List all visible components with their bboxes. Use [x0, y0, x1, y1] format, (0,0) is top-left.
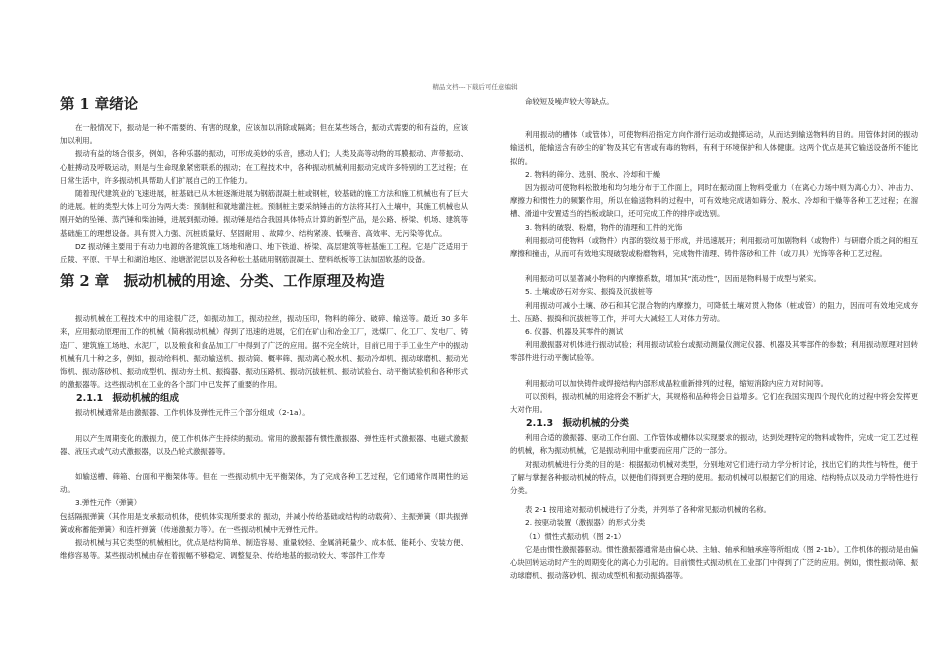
paragraph: 利用激振器对机体进行振动试验；利用振动试验台或振动测量仪测定仪器、机器及其零部件的参数；利用振动原理对回转零部件进行动平衡试验等。: [510, 340, 918, 363]
paragraph: 振动有益的场合很多，例如，各种乐器的振动，可形成美妙的乐音，感动人们；人类及高等动物的耳膜振动、声带振动、心脏搏动及呼吸运动，则是与生命现象紧密联系的振动；在工程技术中，各种振动机械利用振动完成许多特别的工艺过程；在日常生活中，许多振动机具帮助人们扩展自己的工作能力。: [60, 149, 468, 185]
numbered-heading: 5. 土壤或砂石对夯实、振捣及沉拔桩等: [525, 287, 653, 297]
paragraph: 包括隔振弹簧（其作用是支承振动机体，使机体实现所要求的 振动，并减小传给基础或结构的动载荷）、主振弹簧（即共振弹簧或称蓄能弹簧）和连杆弹簧（传递激振力等）。在一些振动机械中无弹性元件。: [60, 511, 468, 534]
numbered-heading: 6. 仪器、机器及其零件的测试: [525, 327, 624, 337]
numbered-heading: 3.弹性元件（弹簧）: [75, 498, 142, 508]
paragraph: 因为振动可使物料松散地和均匀地分布于工作面上，同时在振动面上物料受重力（在离心力场中则为离心力）、冲击力、摩擦力和惯性力的频繁作用，所以在输送物料的过程中，可有效地完成诸如筛分、脱水、冷却和干燥等各种工艺过程；在溜槽、滑道中安置适当的挡板或缺口，还可完成工件的排序或选别。: [510, 183, 918, 219]
paragraph: 利用振动可使物料（或物件）内部的裂纹易于形成，并迅速展开；利用振动可加剧物料（或物件）与研磨介质之间的相互摩擦和撞击，从而可有效地实现破裂或粉磨物料，完成物件清理、铸件落砂和工件（或刀具）光饰等各种工艺过程。: [510, 235, 918, 259]
paragraph: 如输送槽、筛箱、台面和平衡架体等。但在 一些振动机中无平衡架体，为了完成各种工艺过程，它们通常作周期性的运动。: [60, 472, 468, 495]
paragraph: 用以产生周期变化的激振力，使工作机体产生持续的振动。常用的激振器有惯性激振器、弹性连杆式激振器、电磁式激振器、液压式或气动式激振器，以及凸轮式激振器等。: [60, 433, 468, 456]
page-header: 精品文档---下载后可任意编辑: [432, 83, 518, 91]
paragraph: DZ 振动锤主要用于有动力电源的各建筑施工场地和港口、地下铁道、桥梁、高层建筑等桩基施工工程。它是广泛适用于丘陵、平原、干旱土和湖泊地区、池塘淤泥层以及各种松土基础用钢筋混凝土、塑料纸板等工法加固软基的设备。: [60, 241, 468, 265]
paragraph: 它是由惯性激振器驱动。惯性激振器通常是由偏心块、主轴、轴承和轴承座等所组成（图 2-1b）。工作机体的振动是由偏心块回转运动时产生的周期变化的离心力引起的。目前惯性式振动机在工业部门中得到了广泛的应用。例如，惯性振动筛、振动球磨机、振动落砂机、振动成型机和振动振捣器等。: [510, 544, 918, 581]
paragraph: 振动机械在工程技术中的用途很广泛，如振动加工，振动拉丝，振动压印，物料的筛分、破碎、输送等。最近 30 多年来，应用振动原理而工作的机械（简称振动机械）得到了迅速的进展，它们在矿山和冶金工厂，选煤厂、化工厂、发电厂、铸造厂、建筑施工场地、水泥厂，以及粮食和食品加工厂中得到了广泛的应用。据不完全统计，目前已用于手工业生产中的振动机械有几十种之多，例如，振动给料机、振动输送机、振动筒、概率筛、振动离心脱水机、振动冷却机、振动球磨机、振动光饰机、振动落砂机、振动成型机、振动夯土机、振捣器、振动压路机、振动沉拔桩机、振动试验台、动平衡试验机和各种形式的激振器等。这些振动机在工业的各个部门中已发挥了重要的作用。: [60, 314, 468, 390]
paragraph: 利用合适的激振器、驱动工作台面、工作管体或槽体以实现要求的振动，达到处理特定的物料或物件，完成一定工艺过程的机械，称为振动机械，它是振动利用中重要而应用广泛的一部分。: [510, 433, 918, 456]
numbered-heading: 2. 物料的筛分、选别、脱水、冷却和干燥: [525, 169, 661, 179]
chapter-2-title: 第 2 章 振动机械的用途、分类、工作原理及构造: [60, 273, 385, 291]
numbered-heading: 3. 物料的破裂、粉磨，物件的清理和工件的光饰: [525, 222, 683, 232]
section-heading: 2.1.1 振动机械的组成: [76, 393, 180, 405]
paragraph: 利用振动的槽体（或管体），可使物料沿指定方向作滑行运动或抛掷运动，从而达到输送物料的目的。用管体封闭的振动输送机，能输送含有砂尘的矿物及其它有害或有毒的物料，有利于环境保护和人体健康。这两个优点是其它输送设备所不能比拟的。: [510, 130, 918, 166]
paragraph: 利用振动可以显著减小物料的内摩擦系数，增加其“流动性”，因而是物料易于成型与紧实。: [525, 274, 821, 284]
list-item: （1）惯性式振动机（图 2-1）: [525, 531, 626, 541]
right-column: [510, 95, 918, 583]
section-heading: 2.1.3 振动机械的分类: [526, 418, 630, 430]
paragraph: 可以预料，振动机械的用途将会不断扩大，其规格和品种将会日益增多。它们在我国实现四个现代化的过程中将会发挥更大对作用。: [510, 391, 918, 415]
paragraph: 利用振动可以加快铸件或焊接结构内部形成晶粒重新排列的过程，缩短消除内应力对时间等。: [525, 378, 829, 388]
paragraph: 振动机械通常是由激振器、工作机体及弹性元件三个部分组成（2-1a）。: [75, 408, 310, 418]
paragraph: 对振动机械进行分类的目的是：根据振动机械对类型，分别地对它们进行动力学分析讨论，找出它们的共性与特性，便于了解与掌握各种振动机械的特点，以便他们得到更合理的使用。振动机械可以根据它们的用途、结构特点以及动力学特性进行分类。: [510, 459, 918, 496]
paragraph: 在一般情况下，振动是一种不需要的、有害的现象，应该加以消除或隔离；但在某些场合，振动式需要的和有益的，应该加以利用。: [60, 123, 468, 146]
chapter-1-title: 第 1 章绪论: [60, 96, 139, 113]
paragraph: 随着现代建筑业的飞速进展，桩基础已从木桩逐渐进展为钢筋混凝土桩或钢桩，较基础的施工方法和施工机械也有了巨大的进展。桩的类型大体上可分为两大类：预制桩和就地灌注桩。预制桩主要采纳锤击的方法将其打入土壤中，其施工机械也从刚开始的坠锤、蒸汽锤和柴油锤，进展到振动锤。振动锤是结合我国具体特点计算的新型产品，是公路、桥梁、机场、建筑等基础施工的理想设备。具有贯入力强、沉桩质量好、坚固耐用 、故障少、结构紧凑、低噪音、高效率、无污染等优点。: [60, 189, 468, 238]
numbered-heading: 2. 按驱动装置（激振器）的形式分类: [525, 518, 646, 528]
paragraph: 命较短及噪声较大等缺点。: [525, 97, 614, 106]
left-column: [60, 95, 468, 562]
paragraph: 表 2-1 按用途对振动机械进行了分类，并列举了各种常见振动机械的名称。: [525, 505, 771, 515]
paragraph: 振动机械与其它类型的机械相比，优点是结构简单、制造容易、重量较轻、金属消耗量少、成本低、能耗小、安装方便、维修容易等。某些振动机械由存在着振幅不够稳定、调整复杂、传给地基的振动较大、零部件工作寿: [60, 538, 468, 561]
paragraph: 利用振动可减小土壤、砂石和其它混合物的内摩擦力，可降低土壤对贯入物体（桩或管）的阻力，因而可有效地完成夯土、压路、振捣和沉拔桩等工作，并可大大减轻工人对体力劳动。: [510, 300, 918, 323]
